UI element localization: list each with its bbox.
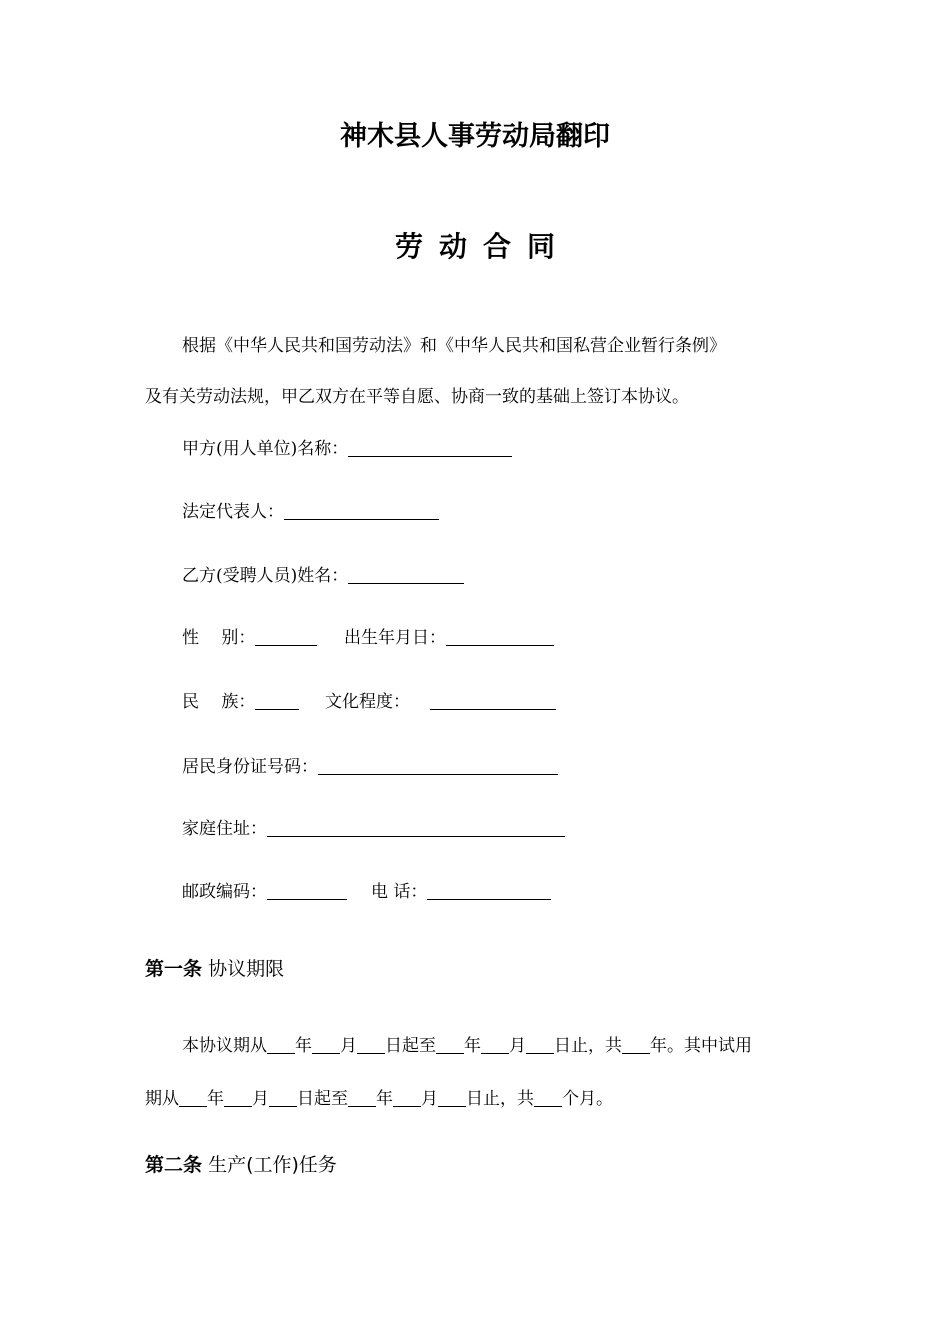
text-segment: 月 bbox=[252, 1089, 269, 1109]
text-segment: 期从 bbox=[145, 1089, 179, 1109]
field-label: 邮政编码： bbox=[182, 882, 267, 902]
blank-day[interactable] bbox=[438, 1088, 466, 1107]
blank-year[interactable] bbox=[436, 1035, 464, 1054]
field-label: 出生年月日： bbox=[344, 628, 446, 648]
blank-total-years[interactable] bbox=[622, 1035, 650, 1054]
blank-day[interactable] bbox=[357, 1035, 385, 1054]
field-label: 电 话： bbox=[371, 882, 428, 902]
blank-year[interactable] bbox=[179, 1088, 207, 1107]
article-2-heading bbox=[145, 1152, 337, 1178]
text-segment: 日止，共 bbox=[554, 1036, 622, 1056]
field-label: 文化程度： bbox=[325, 692, 410, 712]
blank-month[interactable] bbox=[312, 1035, 340, 1054]
article-1-line-1 bbox=[182, 1034, 752, 1058]
field-label: 家庭住址： bbox=[182, 819, 267, 839]
blank-line[interactable] bbox=[267, 881, 347, 900]
blank-year[interactable] bbox=[348, 1088, 376, 1107]
text-segment: 月 bbox=[421, 1089, 438, 1109]
field-phone bbox=[371, 880, 551, 904]
blank-line[interactable] bbox=[318, 756, 558, 775]
blank-line[interactable] bbox=[255, 627, 317, 646]
field-postcode bbox=[182, 880, 347, 904]
field-legal-rep bbox=[182, 500, 439, 524]
field-employee-name bbox=[182, 564, 464, 588]
blank-line[interactable] bbox=[267, 818, 565, 837]
text-segment: 日起至 bbox=[297, 1089, 348, 1109]
blank-total-months[interactable] bbox=[534, 1088, 562, 1107]
field-label: 民 族： bbox=[182, 692, 256, 712]
blank-month[interactable] bbox=[224, 1088, 252, 1107]
blank-line[interactable] bbox=[446, 627, 554, 646]
text-segment: 本协议期从 bbox=[182, 1036, 267, 1056]
article-1-line-2 bbox=[145, 1087, 613, 1111]
text-segment: 年 bbox=[376, 1089, 393, 1109]
field-label: 乙方(受聘人员)姓名： bbox=[182, 566, 349, 586]
intro-line-2: 及有关劳动法规，甲乙双方在平等自愿、协商一致的基础上签订本协议。 bbox=[145, 387, 689, 407]
blank-month[interactable] bbox=[481, 1035, 509, 1054]
text-segment: 月 bbox=[509, 1036, 526, 1056]
article-number: 第二条 bbox=[145, 1154, 203, 1176]
field-employer-name bbox=[182, 437, 512, 461]
text-segment: 年 bbox=[295, 1036, 312, 1056]
header-title: 神木县人事劳动局翻印 bbox=[340, 121, 610, 152]
blank-year[interactable] bbox=[267, 1035, 295, 1054]
field-birth-date bbox=[344, 626, 554, 650]
contract-title: 劳动合同 bbox=[394, 230, 571, 263]
article-1-heading bbox=[145, 956, 284, 982]
field-id-number bbox=[182, 755, 558, 779]
blank-line[interactable] bbox=[348, 438, 512, 457]
text-segment: 日止，共 bbox=[466, 1089, 534, 1109]
blank-line[interactable] bbox=[427, 881, 551, 900]
field-education bbox=[325, 690, 556, 714]
field-label: 居民身份证号码： bbox=[182, 757, 318, 777]
blank-month[interactable] bbox=[393, 1088, 421, 1107]
field-address bbox=[182, 817, 565, 841]
blank-line[interactable] bbox=[430, 691, 556, 710]
field-label: 甲方(用人单位)名称： bbox=[182, 439, 349, 459]
text-segment: 个月。 bbox=[562, 1089, 613, 1109]
intro-line-1: 根据《中华人民共和国劳动法》和《中华人民共和国私营企业暂行条例》 bbox=[182, 336, 726, 356]
article-title: 协议期限 bbox=[208, 958, 285, 980]
article-title: 生产(工作)任务 bbox=[208, 1154, 337, 1176]
article-number: 第一条 bbox=[145, 958, 203, 980]
text-segment: 年 bbox=[207, 1089, 224, 1109]
text-segment: 月 bbox=[340, 1036, 357, 1056]
field-label: 法定代表人： bbox=[182, 502, 284, 522]
text-segment: 年 bbox=[464, 1036, 481, 1056]
text-segment: 年。其中试用 bbox=[650, 1036, 752, 1056]
blank-day[interactable] bbox=[526, 1035, 554, 1054]
blank-line[interactable] bbox=[284, 501, 439, 520]
text-segment: 日起至 bbox=[385, 1036, 436, 1056]
blank-line[interactable] bbox=[255, 691, 299, 710]
blank-line[interactable] bbox=[348, 565, 464, 584]
field-label: 性 别： bbox=[182, 628, 256, 648]
field-gender bbox=[182, 626, 317, 650]
blank-day[interactable] bbox=[269, 1088, 297, 1107]
field-ethnicity bbox=[182, 690, 299, 714]
